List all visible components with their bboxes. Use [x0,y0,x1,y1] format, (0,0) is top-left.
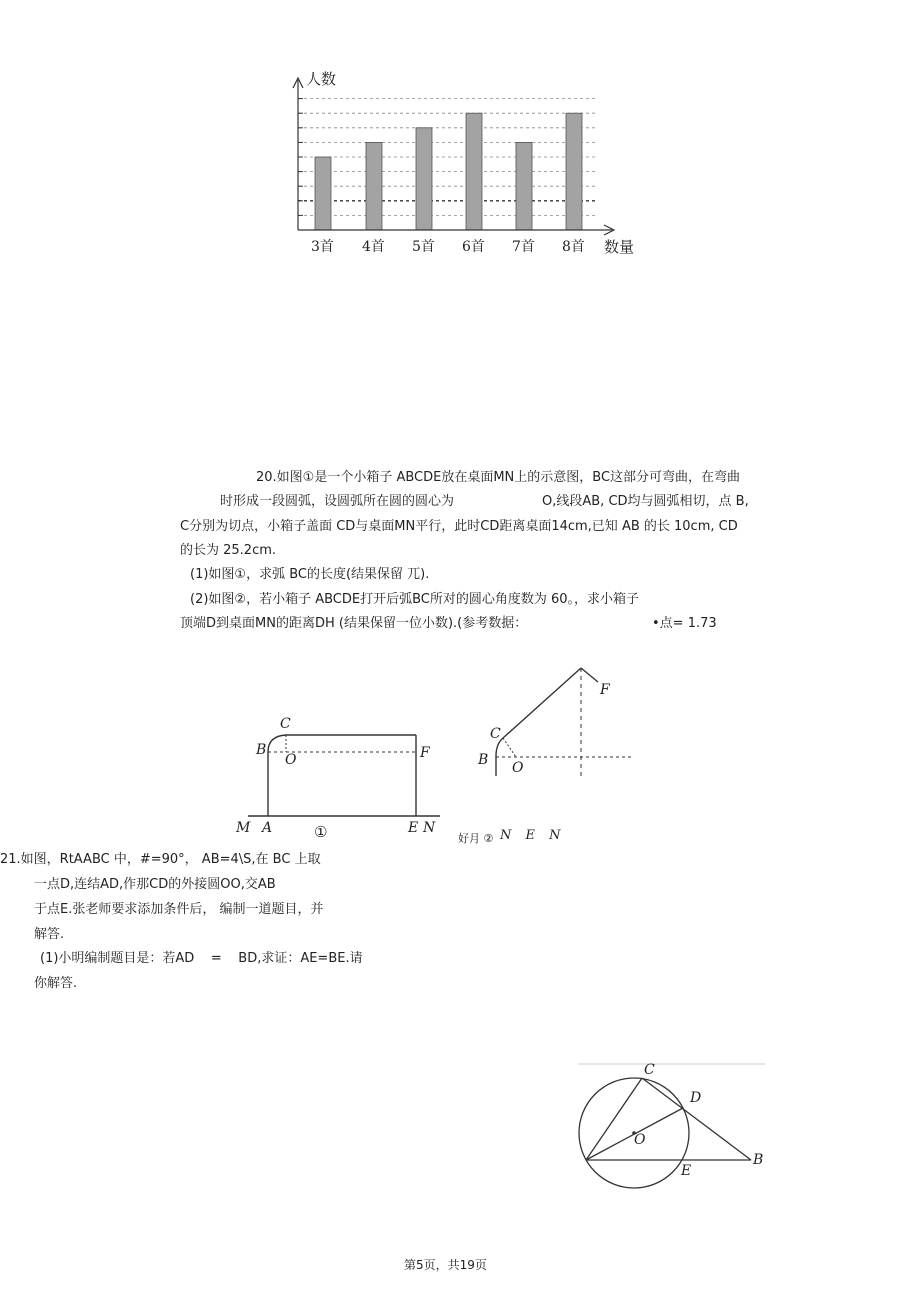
fig1-label-o: O [285,752,297,768]
fig2-caption-tail: N E N [500,828,566,843]
q20-part2b: 顶端D到桌面MN的距离DH (结果保留一位小数).(参考数据： [180,616,528,631]
q21-part1b: 你解答. [34,976,78,991]
x-tick-label: 4首 [362,239,385,255]
q20-line3: C分别为切点，小箱子盖面 CD与桌面MN平行，此时CD距离桌面14cm,已知 AB 的长 10cm, CD [180,519,738,534]
fig2-label-b: B [478,752,489,768]
fig3-label-b: B [753,1152,764,1168]
chart-ylabel: 人数 [306,70,337,88]
fig2-label-o: O [512,760,524,776]
q20-part2: (2)如图②，若小箱子 ABCDE打开后弧BC所对的圆心角度数为 60。，求小箱子 [190,592,640,607]
q20-part1: (1)如图①，求弧 BC的长度(结果保留 兀). [190,567,430,582]
fig1-label-e: E [408,820,419,836]
q20-reference-value: •点= 1.73 [652,616,717,631]
q20-line2a: 时形成一段圆弧，设圆弧所在圆的圆心为 [220,494,455,509]
fig1-label-f: F [420,745,430,761]
q21-part1: (1)小明编制题目是：若AD = BD,求证：AE=BE.请 [40,951,363,966]
fig1-label-c: C [280,716,291,732]
x-tick-label: 6首 [462,239,485,255]
fig2-label-f: F [600,682,610,698]
x-tick-label: 7首 [512,239,535,255]
fig1-label-m: M [236,820,251,836]
fig3-label-d: D [690,1090,702,1106]
x-tick-label: 3首 [311,239,334,255]
page-number: 第5页，共19页 [404,1258,487,1272]
fig2-caption: 好月 ② [458,832,494,845]
chart-xlabel: 数量 [604,238,635,256]
q20-line4: 的长为 25.2cm. [180,543,277,558]
x-tick-label: 5首 [412,239,435,255]
fig3-label-o: O [634,1132,646,1148]
fig1-label-n: N [423,820,436,836]
q20-line1: 20.如图①是一个小箱子 ABCDE放在桌面MN上的示意图，BC这部分可弯曲，在弯曲 [256,470,741,485]
q21-line4: 解答. [34,927,65,942]
fig3-label-e: E [681,1163,692,1179]
q20-line2b: O,线段AB, CD均与圆弧相切，点 B, [542,494,749,509]
x-tick-label: 8首 [562,239,585,255]
q21-line1: 21.如图，RtAABC 中，#=90°， AB=4\S,在 BC 上取 [0,852,321,867]
q21-line3: 于点E.张老师要求添加条件后， 编制一道题目，并 [34,902,324,917]
fig1-label-a: A [262,820,273,836]
fig3-label-c: C [644,1062,655,1078]
fig1-number: ① [314,823,328,841]
fig1-label-b: B [256,742,267,758]
q21-line2: 一点D,连结AD,作那CD的外接圆OO,交AB [34,877,276,892]
fig2-label-c: C [490,726,501,742]
